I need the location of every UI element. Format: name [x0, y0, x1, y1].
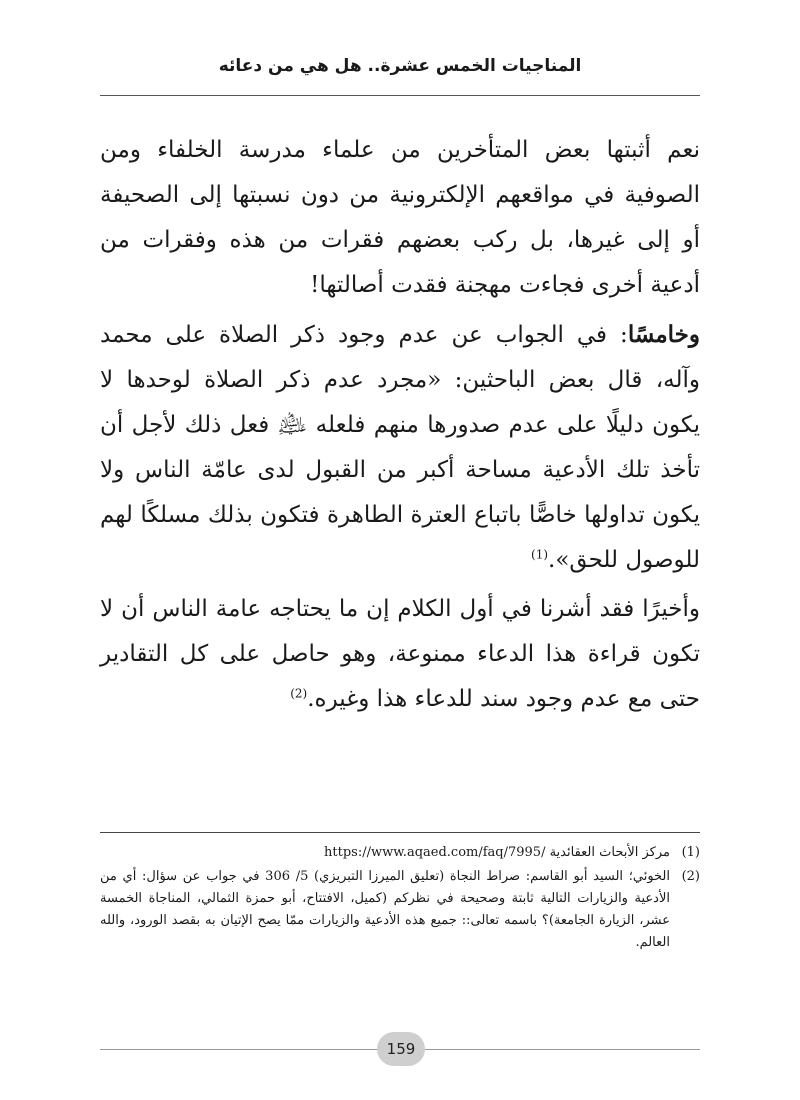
footnote-ref-2[interactable]: (2) — [290, 686, 308, 701]
header-divider — [100, 95, 700, 96]
footnote-1-link[interactable]: https://www.aqaed.com/faq/7995 — [324, 845, 542, 860]
footnote-2-text: الخوئي؛ السيد أبو القاسم: صراط النجاة (تعليق الميرزا التبريزي) 5/ 306 في جواب عن سؤال: أي من الأدعية والزيارات التالية ثابتة وصحيحة في نظركم (كميل، الافتتاح، أبو حمزة الثمالي، المناجاة الخمسة عشر، الزيارة الجامعة)؟ باسمه تعالى:: جميع هذه الأدعية والزيارات ممّا يصح الإتيان به بقصد الورود، والله العالم. — [100, 869, 671, 950]
running-header: المناجيات الخمس عشرة.. هل هي من دعائه — [218, 56, 582, 76]
main-text — [100, 128, 700, 722]
footnote-2-number: (2) — [681, 869, 700, 884]
paragraph-1: نعم أثبتها بعض المتأخرين من علماء مدرسة الخلفاء ومن الصوفية في مواقعهم الإلكترونية من دون نسبتها إلى الصحيفة أو إلى غيرها، بل ركب بعضهم فقرات من هذه وفقرات من أدعية أخرى فجاءت مهجنة فقدت أصالتها! — [100, 137, 700, 298]
paragraph-3-text: وأخيرًا فقد أشرنا في أول الكلام إن ما يحتاجه عامة الناس أن لا تكون قراءة هذا الدعاء ممنوعة، وهو حاصل على كل التقادير حتى مع عدم وجود سند للدعاء هذا وغيره. — [100, 596, 700, 712]
paragraph-2 — [100, 312, 700, 583]
footnotes — [100, 842, 700, 956]
paragraph-3 — [100, 587, 700, 722]
paragraph-2-text: : في الجواب عن عدم وجود ذكر الصلاة على محمد وآله، قال بعض الباحثين: «مجرد عدم ذكر الصلاة لوحدها لا يكون دليلًا على عدم صدورها منهم فلعله ﵇ فعل ذلك لأجل أن تأخذ تلك الأدعية مساحة أكبر من القبول لدى عامّة الناس ولا يكون تداولها خاصًّا باتباع العترة الطاهرة فتكون بذلك مسلكًا لهم للوصول للحق». — [100, 322, 700, 573]
paragraph-2-lead: وخامسًا — [627, 321, 700, 348]
footnote-divider — [100, 832, 700, 833]
footnote-1 — [100, 842, 700, 864]
page-number: 159 — [377, 1032, 425, 1066]
footnote-2 — [100, 866, 700, 954]
footnote-ref-1[interactable]: (1) — [531, 547, 549, 562]
footnote-1-number: (1) — [681, 845, 700, 860]
footnote-1-text: مركز الأبحاث العقائدية / — [541, 845, 670, 860]
